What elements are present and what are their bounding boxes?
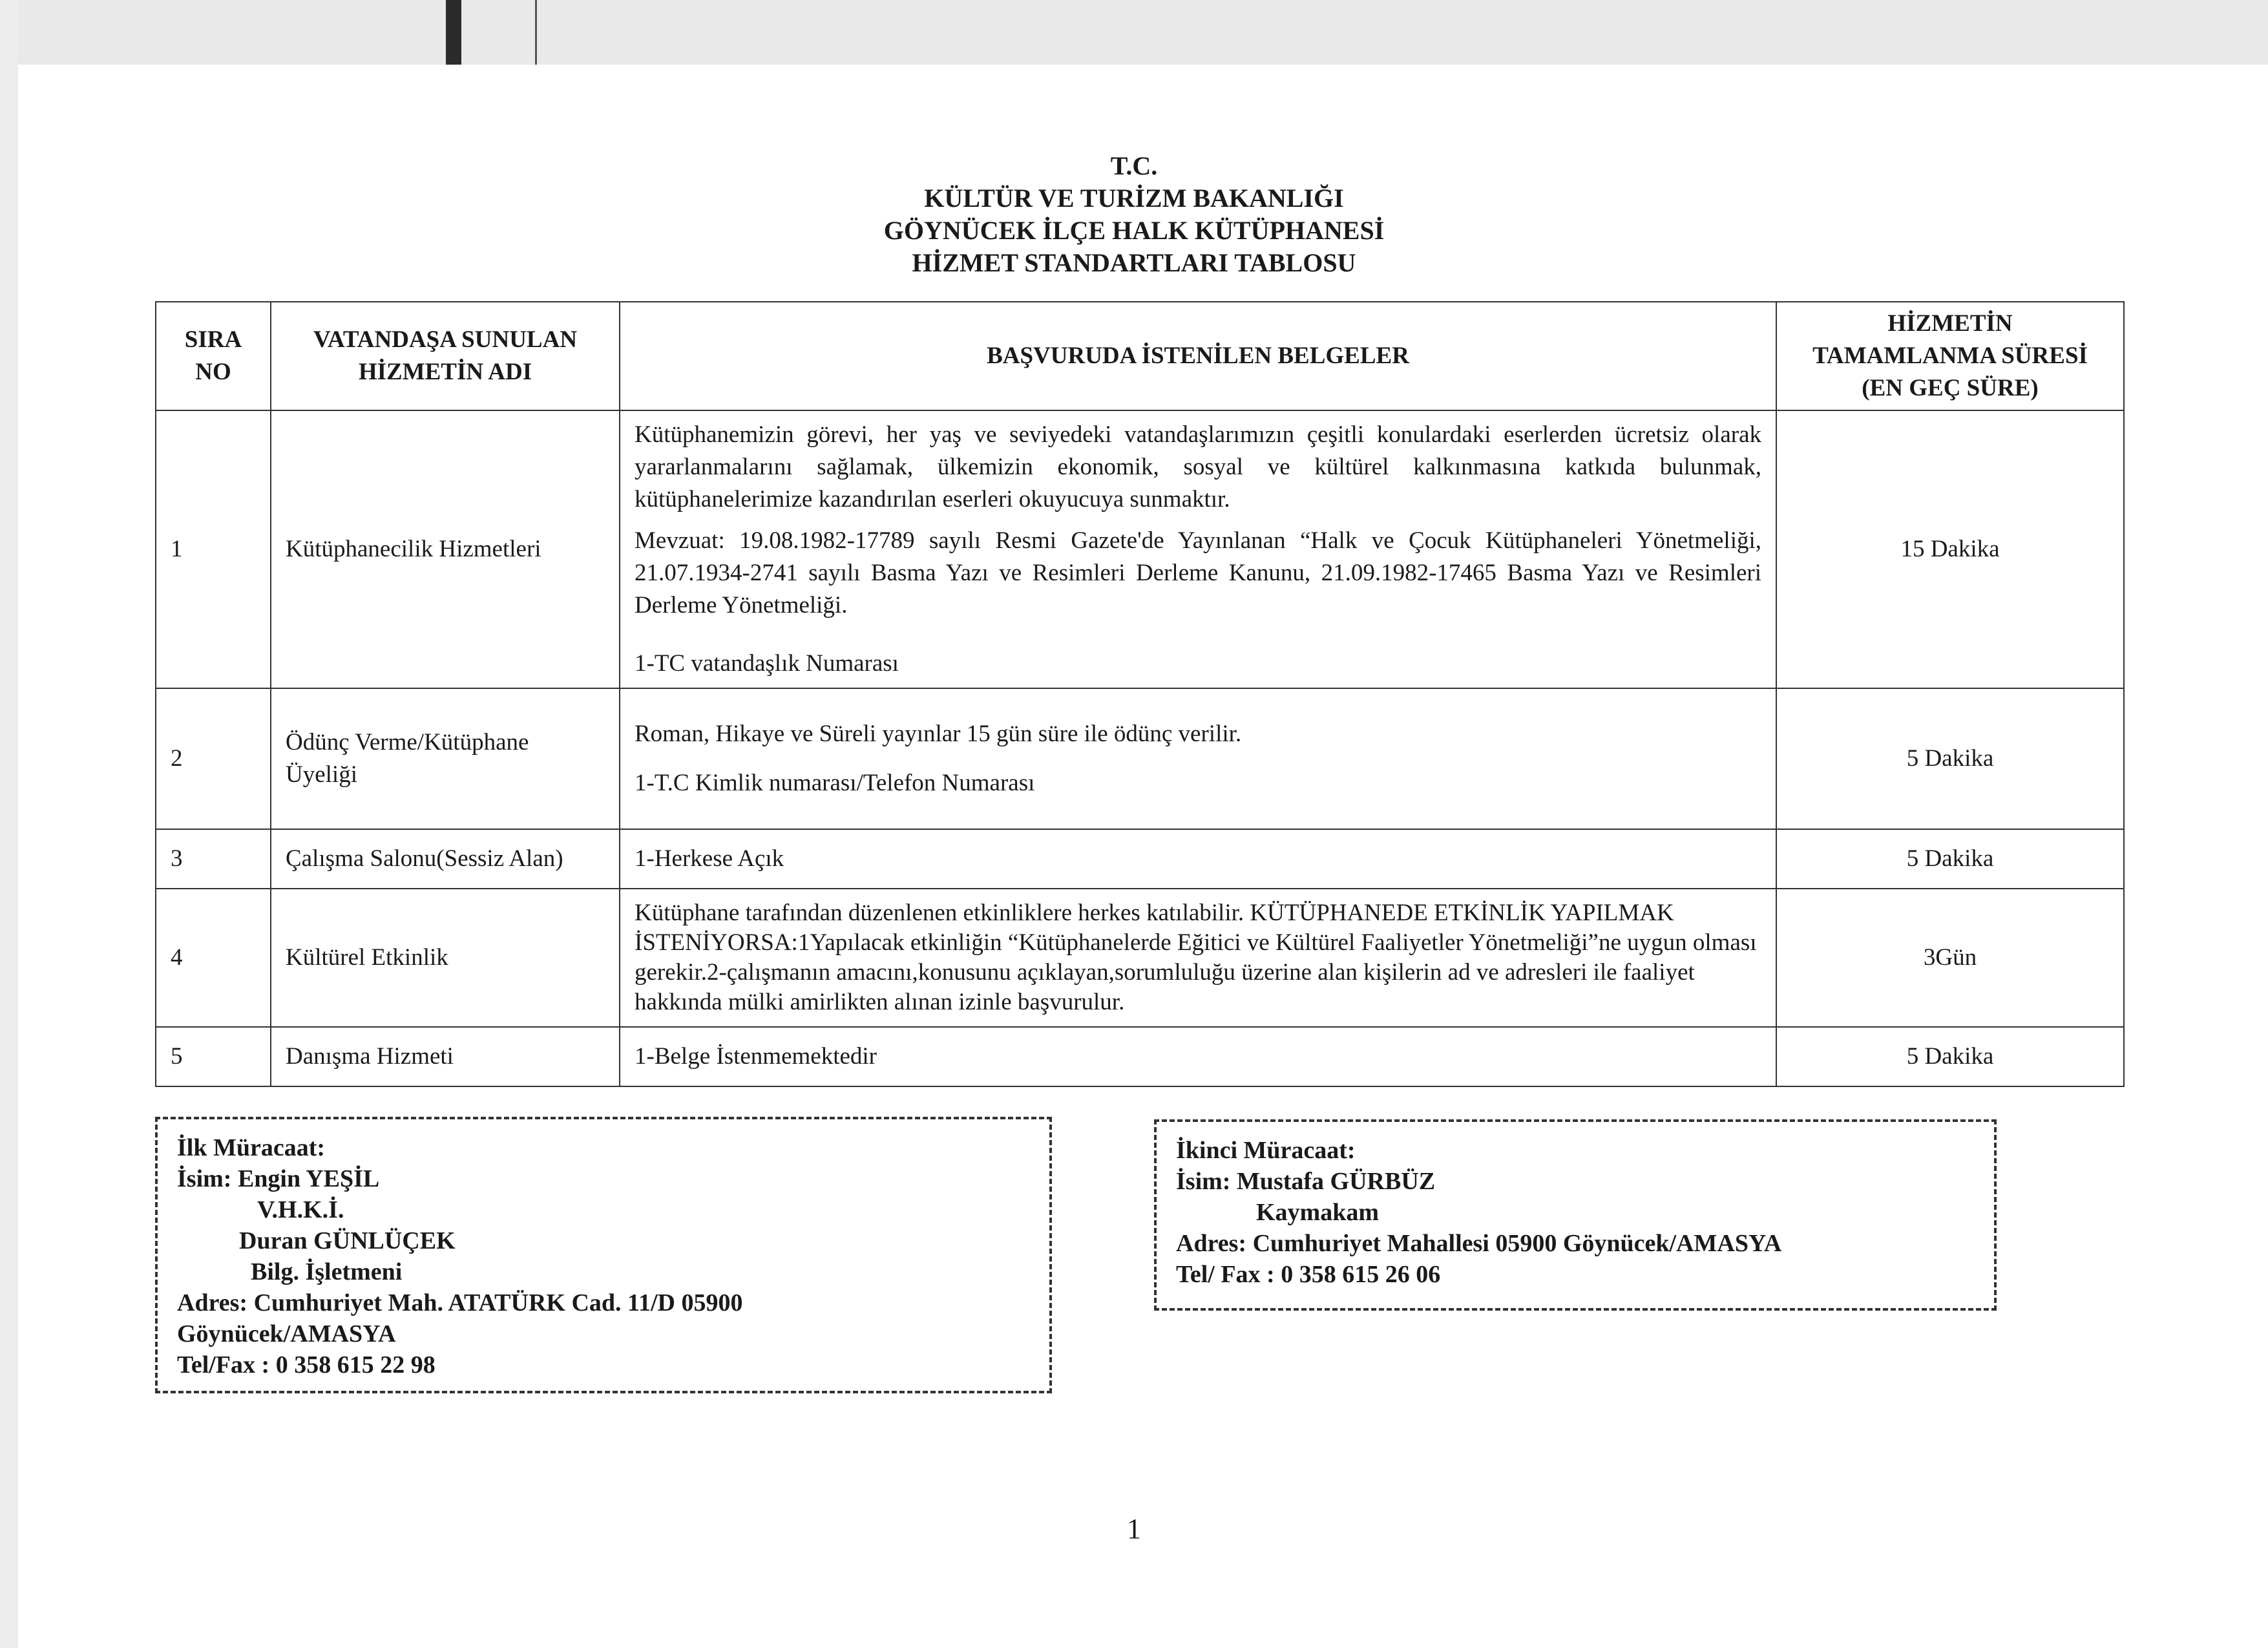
row-time: 5 Dakika [1776,829,2124,889]
scan-dark-mark [446,0,461,65]
row-number: 5 [156,1027,271,1086]
header-documents: BAŞVURUDA İSTENİLEN BELGELER [620,302,1776,410]
row-time: 15 Dakika [1776,410,2124,688]
page-number: 1 [1127,1513,1141,1545]
row-time: 5 Dakika [1776,1027,2124,1086]
second-application-phone: Tel/ Fax : 0 358 615 26 06 [1176,1261,1441,1288]
second-application-name: İsim: Mustafa GÜRBÜZ [1176,1168,1436,1195]
row-doc-paragraph: Roman, Hikaye ve Süreli yayınlar 15 gün süre ile ödünç verilir. [635,721,1242,747]
row-documents [620,410,1776,688]
scan-edge-line [535,0,537,65]
row-number: 3 [156,829,271,889]
first-application-name2: Duran GÜNLÜÇEK [239,1227,456,1254]
table-row [156,829,2124,889]
header-line-tc: T.C. [1110,151,1158,180]
first-application-phone: Tel/Fax : 0 358 615 22 98 [177,1351,436,1379]
header-completion-time [1776,302,2124,410]
scan-background-top [0,0,2268,68]
header-service-name [271,302,620,410]
row-doc-paragraph: 1-T.C Kimlik numarası/Telefon Numarası [635,770,1035,796]
first-application-name: İsim: Engin YEŞİL [177,1165,380,1192]
first-application-role: V.H.K.İ. [257,1196,344,1223]
row-doc-paragraph: Kütüphanemizin görevi, her yaş ve seviyedeki vatandaşlarımızın çeşitli konulardaki eserlerden ücretsiz olarak yararlanmalarını sağlamak, ülkemizin ekonomik, sosyal ve kültürel kalkınmasına katkıda bulunmak, kütüphanelerimize kazandırılan eserleri okuyucuya sunmaktır. [635,421,1761,512]
first-application-title: İlk Müracaat: [177,1134,326,1161]
first-application-address-city: Göynücek/AMASYA [177,1320,396,1347]
table-row [156,889,2124,1027]
second-application-address: Adres: Cumhuriyet Mahallesi 05900 Göynücek/AMASYA [1176,1230,1782,1257]
header-no-line: NO [195,359,231,385]
table-row [156,1027,2124,1086]
row-documents [620,889,1776,1027]
table-header-row [156,302,2124,410]
row-doc-paragraph: 1-Herkese Açık [635,845,784,872]
row-time: 5 Dakika [1776,688,2124,829]
row-documents [620,688,1776,829]
row-documents [620,1027,1776,1086]
header-service-line1: VATANDAŞA SUNULAN [313,326,578,353]
first-application-box [155,1117,1052,1393]
row-number: 1 [156,410,271,688]
table-row [156,410,2124,688]
first-application-role2: Bilg. İşletmeni [251,1258,403,1285]
table-row [156,688,2124,829]
row-time: 3Gün [1776,889,2124,1027]
row-service: Danışma Hizmeti [271,1027,620,1086]
row-doc-paragraph: 1-TC vatandaşlık Numarası [635,650,899,677]
row-service: Kütüphanecilik Hizmetleri [271,410,620,688]
row-documents [620,829,1776,889]
row-service: Ödünç Verme/Kütüphane Üyeliği [271,688,620,829]
row-doc-paragraph: Kütüphane tarafından düzenlenen etkinliklere herkes katılabilir. KÜTÜPHANEDE ETKİNLİK YAPILMAK İSTENİYORSA:1Yapılacak etkinliğin “Kütüphanelerde Eğitici ve Kültürel Faaliyetler Yönetmeliği”ne uygun olması gerekir.2-çalışmanın amacını,konusunu açıklayan,sorumluluğu üzerine alan kişilerin ad ve adresleri ile faaliyet hakkında mülki amirlikten alınan izinle başvurulur. [635,900,1757,1015]
row-number: 4 [156,889,271,1027]
second-application-role: Kaymakam [1256,1199,1379,1226]
header-sira-no [156,302,271,410]
second-application-box [1154,1119,1997,1311]
row-service: Kültürel Etkinlik [271,889,620,1027]
row-doc-paragraph: Mevzuat: 19.08.1982-17789 sayılı Resmi Gazete'de Yayınlanan “Halk ve Çocuk Kütüphaneleri Yönetmeliği, 21.07.1934-2741 sayılı Basma Yazı ve Resimleri Derleme Kanunu, 21.09.1982-17465 Basma Yazı ve Resimleri Derleme Yönetmeliği. [635,527,1761,618]
document-header [0,150,2268,279]
second-application-title: İkinci Müracaat: [1176,1137,1356,1164]
service-standards-table [155,301,2125,1087]
row-doc-paragraph: 1-Belge İstenmemektedir [635,1043,877,1070]
first-application-address: Adres: Cumhuriyet Mah. ATATÜRK Cad. 11/D 05900 [177,1289,743,1316]
header-time-line2: TAMAMLANMA SÜRESİ [1812,343,2088,369]
row-service: Çalışma Salonu(Sessiz Alan) [271,829,620,889]
header-service-line2: HİZMETİN ADI [358,359,532,385]
header-line-library: GÖYNÜCEK İLÇE HALK KÜTÜPHANESİ [883,216,1385,245]
header-sira-line: SIRA [184,326,242,353]
row-number: 2 [156,688,271,829]
header-line-ministry: KÜLTÜR VE TURİZM BAKANLIĞI [924,184,1344,213]
header-time-line1: HİZMETİN [1887,310,2013,337]
header-line-table-title: HİZMET STANDARTLARI TABLOSU [912,248,1356,277]
header-time-line3: (EN GEÇ SÜRE) [1862,375,2039,401]
